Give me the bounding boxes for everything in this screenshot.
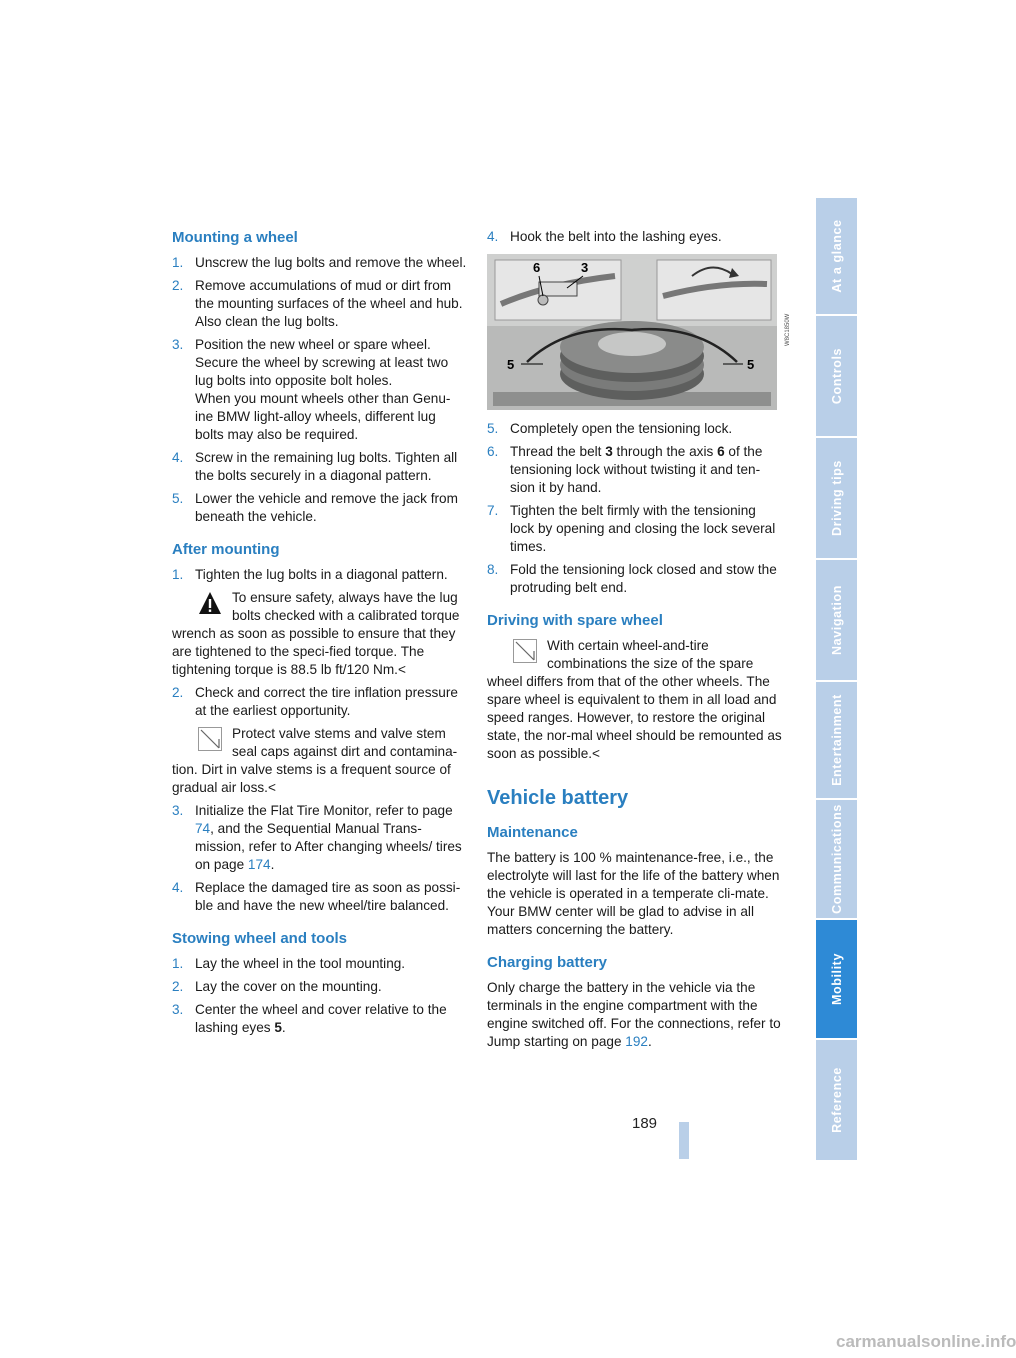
- section-stowing: [172, 929, 468, 1037]
- note-arrow-icon: [198, 727, 222, 751]
- label-6: 6: [533, 260, 541, 275]
- list-item: 7. Tighten the belt firmly with the tensioning lock by opening and closing the lock several times.: [487, 503, 776, 554]
- list-item: 5. Lower the vehicle and remove the jack from beneath the vehicle.: [172, 491, 458, 524]
- label-3: 3: [581, 260, 589, 275]
- page-link-192[interactable]: 192: [625, 1034, 648, 1049]
- tab-controls[interactable]: Controls: [816, 316, 857, 436]
- list-item: 3. Position the new wheel or spare wheel. Secure the wheel by screwing at least two lug bolts into opposite bolt holes. When you mount wheels other than Genu-ine BMW light-alloy wheels, different lug bolts may also be required.: [172, 337, 451, 442]
- list-item: 4. Screw in the remaining lug bolts. Tighten all the bolts securely in a diagonal pattern.: [172, 450, 458, 483]
- page-link-174[interactable]: 174: [247, 857, 271, 872]
- list-item: 1. Tighten the lug bolts in a diagonal pattern.: [172, 567, 448, 582]
- label-5-right: 5: [747, 357, 755, 372]
- warning-triangle-icon: [198, 591, 222, 615]
- list-item: 6. Thread the belt 3 through the axis 6 of the tensioning lock without twisting it and ten-sion it by hand.: [487, 444, 763, 495]
- tab-mobility[interactable]: Mobility: [816, 920, 857, 1038]
- tab-at-a-glance[interactable]: At a glance: [816, 198, 857, 314]
- spare-wheel-diagram: [487, 254, 791, 410]
- tab-driving-tips[interactable]: Driving tips: [816, 438, 857, 558]
- figure-code: W8C1850W: [785, 313, 791, 346]
- page-number: 189: [632, 1115, 658, 1132]
- watermark: carmanualsonline.info: [836, 1332, 1016, 1351]
- tab-reference[interactable]: Reference: [816, 1040, 857, 1160]
- section-mounting-a-wheel: [172, 228, 468, 526]
- tab-entertainment[interactable]: Entertainment: [816, 682, 857, 798]
- list-item: 4. Hook the belt into the lashing eyes.: [487, 229, 722, 244]
- section-after-mounting: [172, 540, 468, 915]
- list-item: 1. Unscrew the lug bolts and remove the wheel.: [172, 255, 467, 270]
- list-item: 2. Remove accumulations of mud or dirt from the mounting surfaces of the wheel and hub. Also clean the lug bolts.: [172, 278, 463, 329]
- info-note: Protect valve stems and valve stem seal caps against dirt and contamina-tion. Dirt in valve stems is a frequent source of gradual air loss.<: [172, 726, 458, 795]
- heading-maintenance: Maintenance: [487, 824, 578, 841]
- list-item: 4. Replace the damaged tire as soon as possi-ble and have the new wheel/tire balanced.: [172, 880, 461, 913]
- right-column: [487, 228, 791, 1065]
- info-note: With certain wheel-and-tire combinations the size of the spare wheel differs from that of the other wheels. The spare wheel is equivalent to them in all load and speed ranges. However, to restore the original state, the nor-mal wheel should be remounted as soon as possible.<: [487, 638, 782, 761]
- chapter-tabs: [816, 198, 857, 1160]
- list-item: 2. Lay the cover on the mounting.: [172, 979, 382, 994]
- left-column: [172, 228, 468, 1051]
- section-driving-with-spare: [487, 611, 783, 763]
- section-vehicle-battery: Vehicle battery Maintenance The battery is 100 % maintenance-free, i.e., the electrolyte will last for the life of the battery when the vehicle is operated in a temperate cli-mate. Your BMW center will be glad to advise in all matters concerning the battery. Charging battery Only charge the battery in the vehicle via the terminals in the engine compartment with the engine switched off. For the connections, refer to Jump starting on page 192.: [487, 785, 783, 1051]
- label-5-left: 5: [507, 357, 515, 372]
- list-item: 3. Center the wheel and cover relative to the lashing eyes 5.: [172, 1002, 447, 1035]
- tab-navigation[interactable]: Navigation: [816, 560, 857, 680]
- heading-vehicle-battery: Vehicle battery: [487, 787, 629, 809]
- heading-driving-with-spare: Driving with spare wheel: [487, 612, 663, 629]
- heading-stowing: Stowing wheel and tools: [172, 930, 348, 947]
- list-item: 8. Fold the tensioning lock closed and stow the protruding belt end.: [487, 562, 777, 595]
- heading-mounting-a-wheel: Mounting a wheel: [172, 229, 298, 246]
- list-item: 1. Lay the wheel in the tool mounting.: [172, 956, 406, 971]
- page-link-74[interactable]: 74: [195, 821, 211, 836]
- list-item: 2. Check and correct the tire inflation pressure at the earliest opportunity.: [172, 685, 458, 718]
- note-arrow-icon: [513, 639, 537, 663]
- list-item: 3. Initialize the Flat Tire Monitor, refer to page 74, and the Sequential Manual Trans-mission, refer to After changing wheels/ tires on page 174.: [172, 803, 462, 872]
- heading-after-mounting: After mounting: [172, 541, 280, 558]
- tab-communications[interactable]: Communications: [816, 800, 857, 918]
- page-number-bar: [679, 1122, 689, 1159]
- heading-charging-battery: Charging battery: [487, 954, 608, 971]
- warning-note: To ensure safety, always have the lug bolts checked with a calibrated torque wrench as soon as possible to ensure that they are tightened to the speci-fied torque. The tightening torque is 88.5 lb ft/120 Nm.<: [172, 590, 460, 677]
- list-item: 5. Completely open the tensioning lock.: [487, 421, 733, 436]
